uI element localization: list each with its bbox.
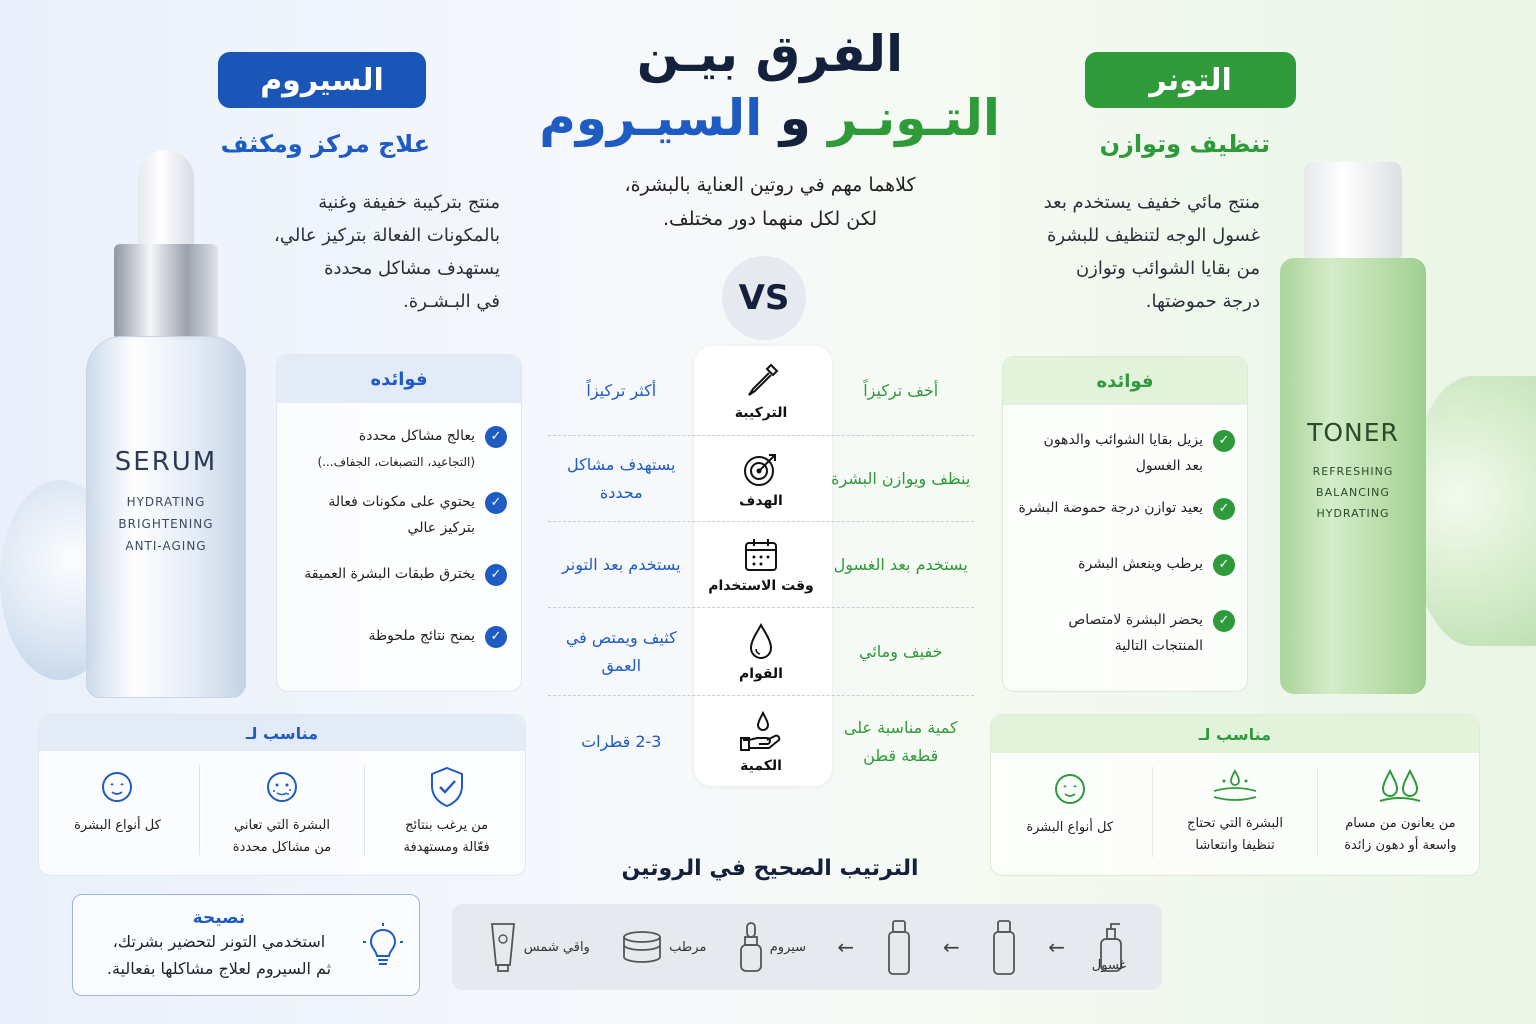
toner-body — [1280, 258, 1426, 694]
benefit-subtext: بعد الغسول — [1135, 458, 1203, 474]
cleansing-icon — [1210, 767, 1260, 807]
check-icon: ✓ — [1213, 554, 1235, 576]
comparison-row-amount — [548, 696, 974, 788]
suitable-text: كل أنواع البشرة — [74, 818, 161, 833]
benefit-text: يعالج مشاكل محددة — [358, 428, 475, 444]
benefit-text: يخترق طبقات البشرة العميقة — [304, 566, 475, 582]
toner-bottle-tag: BALANCING — [1316, 486, 1390, 499]
toner-heading: تنظيف وتوازن — [1099, 130, 1270, 158]
calendar-icon — [742, 536, 780, 574]
toner-gel-blob — [1408, 376, 1536, 646]
face-icon — [1048, 767, 1092, 811]
moisturizer-jar-icon — [621, 929, 663, 965]
comparison-row-composition — [548, 346, 974, 436]
serum-heading: علاج مركز ومكثف — [220, 130, 430, 158]
check-icon: ✓ — [485, 626, 507, 648]
routine-step-toner — [886, 918, 912, 976]
serum-bottle-tag: HYDRATING — [126, 495, 206, 509]
serum-suitable-item — [207, 765, 357, 859]
toner-suitable-item — [995, 767, 1145, 857]
serum-description — [240, 186, 500, 318]
arrow-left-icon: ← — [837, 935, 855, 959]
suitable-subtext: واسعة أو دهون زائدة — [1344, 838, 1457, 853]
toner-desc-line: من بقايا الشوائب وتوازن — [1075, 258, 1260, 279]
serum-value: كثيف ويمتص في العمق — [565, 627, 677, 675]
comparison-label — [695, 361, 828, 421]
toner-pill: التونر — [1085, 52, 1296, 108]
benefit-text: يعيد توازن درجة حموضة البشرة — [1018, 500, 1203, 516]
toner-suitable-item — [1325, 767, 1475, 857]
serum-value: يستهدف مشاكل محددة — [567, 454, 676, 502]
dropper-icon — [741, 361, 781, 401]
lightbulb-icon — [363, 922, 403, 968]
toner-suitable-item — [1160, 767, 1310, 857]
main-title — [540, 22, 1000, 150]
subtitle-line2: لكن لكل منهما دور مختلف. — [662, 208, 877, 230]
comparison-label — [695, 622, 828, 682]
routine-step-label: واقي شمس — [523, 939, 590, 955]
toner-cap — [1304, 162, 1402, 258]
serum-bottle-tag: BRIGHTENING — [118, 517, 214, 531]
toner-benefit-item — [1017, 495, 1235, 521]
serum-desc-line: بالمكونات الفعالة بتركيز عالي، — [274, 225, 500, 246]
toner-desc-line: منتج مائي خفيف يستخدم بعد — [1043, 192, 1260, 213]
title-serum: السيـروم — [539, 89, 763, 147]
serum-pill: السيروم — [218, 52, 426, 108]
subtitle-line1: كلاهما مهم في روتين العناية بالبشرة، — [624, 174, 916, 196]
toner-benefits-title: فوائده — [1003, 357, 1247, 405]
toner-value: ينظف ويوازن البشرة — [831, 468, 971, 488]
toner-value: كمية مناسبة على قطعة قطن — [843, 718, 958, 765]
serum-value: أكثر تركيزاً — [586, 380, 657, 400]
toner-bottle-tag: HYDRATING — [1316, 507, 1390, 520]
arrow-left-icon: ← — [942, 935, 960, 959]
subtitle — [560, 168, 980, 236]
droplets-icon — [1376, 767, 1424, 807]
serum-benefits-card — [276, 354, 522, 692]
benefit-text: يزيل بقايا الشوائب والدهون — [1043, 432, 1203, 448]
serum-dropper-icon — [738, 921, 764, 973]
suitable-subtext: تنظيفا وانتعاشا — [1195, 838, 1275, 853]
check-icon: ✓ — [1213, 430, 1235, 452]
dropper-bulb — [138, 150, 194, 250]
tip-line2: ثم السيروم لعلاج مشاكلها بفعالية. — [106, 959, 332, 978]
toner-value: يستخدم بعد الغسول — [833, 554, 968, 574]
drop-icon — [745, 622, 777, 662]
check-icon: ✓ — [1213, 498, 1235, 520]
toner-desc-line: غسول الوجه لتنظيف للبشرة — [1046, 225, 1260, 246]
comparison-label — [695, 710, 828, 774]
suitable-text: من يعانون من مسام — [1345, 816, 1456, 831]
skin-concern-face-icon — [260, 765, 304, 809]
bottle-glass — [86, 336, 246, 698]
suitable-subtext: فعّالة ومستهدفة — [403, 840, 490, 855]
toner-bottle-tag: REFRESHING — [1312, 465, 1394, 478]
routine-bar — [452, 904, 1162, 990]
serum-value: يستخدم بعد التونر — [561, 554, 681, 574]
suitable-text: من يرغب بنتائج — [405, 818, 489, 833]
toner-value: أخف تركيزاً — [863, 380, 939, 400]
benefit-text: يحضر البشرة لامتصاص — [1068, 612, 1203, 628]
routine-step-serum — [738, 921, 806, 973]
title-line1: الفرق بيـن — [636, 25, 904, 83]
toner-suitable-card — [990, 714, 1480, 876]
routine-step-bottle — [991, 918, 1017, 976]
bottle-icon — [991, 918, 1017, 976]
tip-box — [72, 894, 420, 996]
check-icon: ✓ — [485, 426, 507, 448]
suitable-text: البشرة التي تحتاج — [1187, 816, 1284, 831]
benefit-text: يحتوي على مكونات فعالة — [328, 494, 475, 510]
serum-benefit-item — [291, 561, 507, 587]
serum-desc-line: منتج بتركيبة خفيفة وغنية — [318, 192, 500, 213]
toner-description — [990, 186, 1260, 318]
toner-benefit-item — [1017, 607, 1235, 659]
serum-benefit-item — [291, 489, 507, 541]
title-and: و — [779, 89, 811, 147]
toner-benefits-card — [1002, 356, 1248, 692]
comparison-row-usage-time — [548, 522, 974, 608]
serum-suitable-item — [42, 765, 192, 859]
serum-suitable-card — [38, 714, 526, 876]
arrow-left-icon: ← — [1048, 935, 1066, 959]
comparison-row-texture — [548, 608, 974, 696]
target-icon — [741, 449, 781, 489]
serum-benefit-item — [291, 423, 507, 475]
toner-desc-line: درجة حموضتها. — [1145, 291, 1260, 312]
toner-suitable-title: مناسب لـ — [991, 715, 1479, 753]
check-icon: ✓ — [485, 564, 507, 586]
comparison-row-goal — [548, 436, 974, 522]
bottle-collar — [114, 244, 218, 340]
target-shield-icon — [427, 765, 467, 809]
toner-benefit-item — [1017, 551, 1235, 577]
routine-step-label: سيروم — [769, 939, 807, 955]
routine-title: الترتيب الصحيح في الروتين — [621, 856, 919, 881]
face-icon — [95, 765, 139, 809]
benefit-text: يمنح نتائج ملحوظة — [368, 628, 475, 644]
serum-suitable-title: مناسب لـ — [39, 715, 525, 751]
comparison-label — [695, 536, 828, 594]
benefit-subtext: (التجاعيد، التصبغات، الجفاف...) — [317, 455, 475, 469]
serum-benefit-item — [291, 623, 507, 649]
routine-step-label: مرطب — [669, 939, 707, 955]
hand-drop-icon — [739, 710, 783, 754]
comparison-label-text: الهدف — [739, 492, 783, 509]
toner-bottle-label: TONER — [1307, 418, 1399, 447]
tip-title: نصيحة — [192, 908, 246, 928]
suitable-text: كل أنواع البشرة — [1026, 820, 1114, 835]
routine-step-moisturizer — [621, 929, 706, 965]
benefit-text: يرطب وينعش البشرة — [1078, 556, 1203, 572]
benefit-subtext: بتركيز عالي — [407, 520, 475, 536]
sunscreen-tube-icon — [488, 921, 518, 973]
tip-line1: استخدمي التونر لتحضير بشرتك، — [112, 932, 326, 951]
comparison-label-text: القوام — [739, 665, 783, 682]
toner-benefit-item — [1017, 427, 1235, 479]
suitable-subtext: من مشاكل محددة — [232, 840, 332, 855]
serum-desc-line: في البـشـرة. — [403, 291, 500, 312]
toner-bottle — [1280, 162, 1426, 694]
serum-bottle-label: SERUM — [114, 447, 218, 477]
comparison-label-text: الكمية — [740, 758, 782, 774]
check-icon: ✓ — [485, 492, 507, 514]
check-icon: ✓ — [1213, 610, 1235, 632]
serum-benefits-title: فوائده — [277, 355, 521, 403]
title-toner: التـونـر — [828, 89, 1000, 147]
comparison-label-text: التركيبة — [734, 404, 788, 421]
serum-bottle-tag: ANTI-AGING — [125, 539, 207, 553]
serum-value: 2-3 قطرات — [581, 732, 662, 751]
serum-suitable-item — [372, 765, 522, 859]
serum-desc-line: يستهدف مشاكل محددة — [324, 258, 500, 279]
toner-value: خفيف ومائي — [859, 641, 943, 661]
suitable-text: البشرة التي تعاني — [234, 818, 331, 833]
serum-bottle — [86, 150, 246, 698]
benefit-subtext: المنتجات التالية — [1114, 638, 1203, 654]
routine-step-cleanser — [1091, 921, 1127, 973]
routine-step-label: غسول — [1091, 958, 1127, 973]
toner-bottle-icon — [886, 918, 912, 976]
comparison-label — [695, 449, 828, 509]
vs-badge: VS — [722, 256, 806, 340]
comparison-label-text: وقت الاستخدام — [708, 577, 814, 594]
routine-step-sunscreen — [488, 921, 590, 973]
